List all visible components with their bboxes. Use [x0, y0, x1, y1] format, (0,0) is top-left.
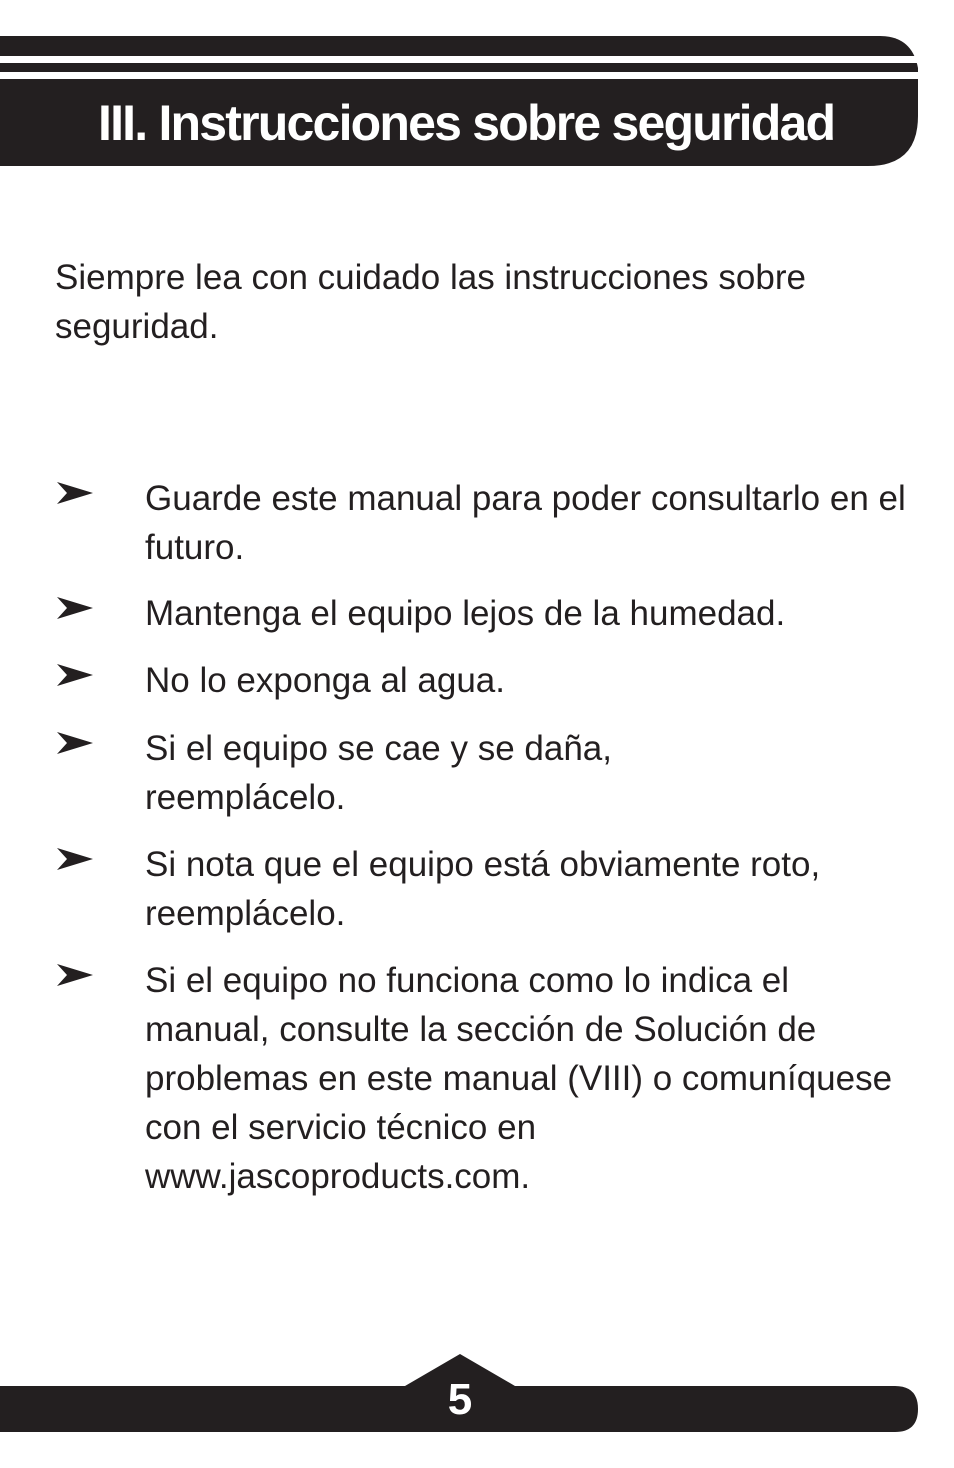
list-item-text: Si el equipo se cae y se daña, reemplácelo.: [145, 729, 612, 817]
list-item-text: No lo exponga al agua.: [145, 661, 505, 700]
arrowhead-bullet-icon: [55, 478, 95, 508]
arrowhead-bullet-icon: [55, 728, 95, 758]
list-item-text: Si el equipo no funciona como lo indica el manual, consulte la sección de Solución de problemas en este manual (VIII) o comuníquese con el servicio técnico en www.jascoproducts.com.: [145, 961, 893, 1196]
arrowhead-bullet-icon: [55, 660, 95, 690]
arrowhead-bullet-icon: [55, 960, 95, 990]
arrowhead-bullet-icon: [55, 844, 95, 874]
intro-paragraph: Siempre lea con cuidado las instrucciones sobre seguridad.: [55, 258, 806, 346]
page-number: 5: [447, 1375, 473, 1424]
list-item-text: Si nota que el equipo está obviamente roto, reemplácelo.: [145, 845, 821, 933]
list-item-text: Guarde este manual para poder consultarlo en el futuro.: [145, 479, 906, 567]
page-title: III. Instrucciones sobre seguridad: [98, 95, 835, 151]
list-item-text: Mantenga el equipo lejos de la humedad.: [145, 594, 786, 633]
arrowhead-bullet-icon: [55, 593, 95, 623]
